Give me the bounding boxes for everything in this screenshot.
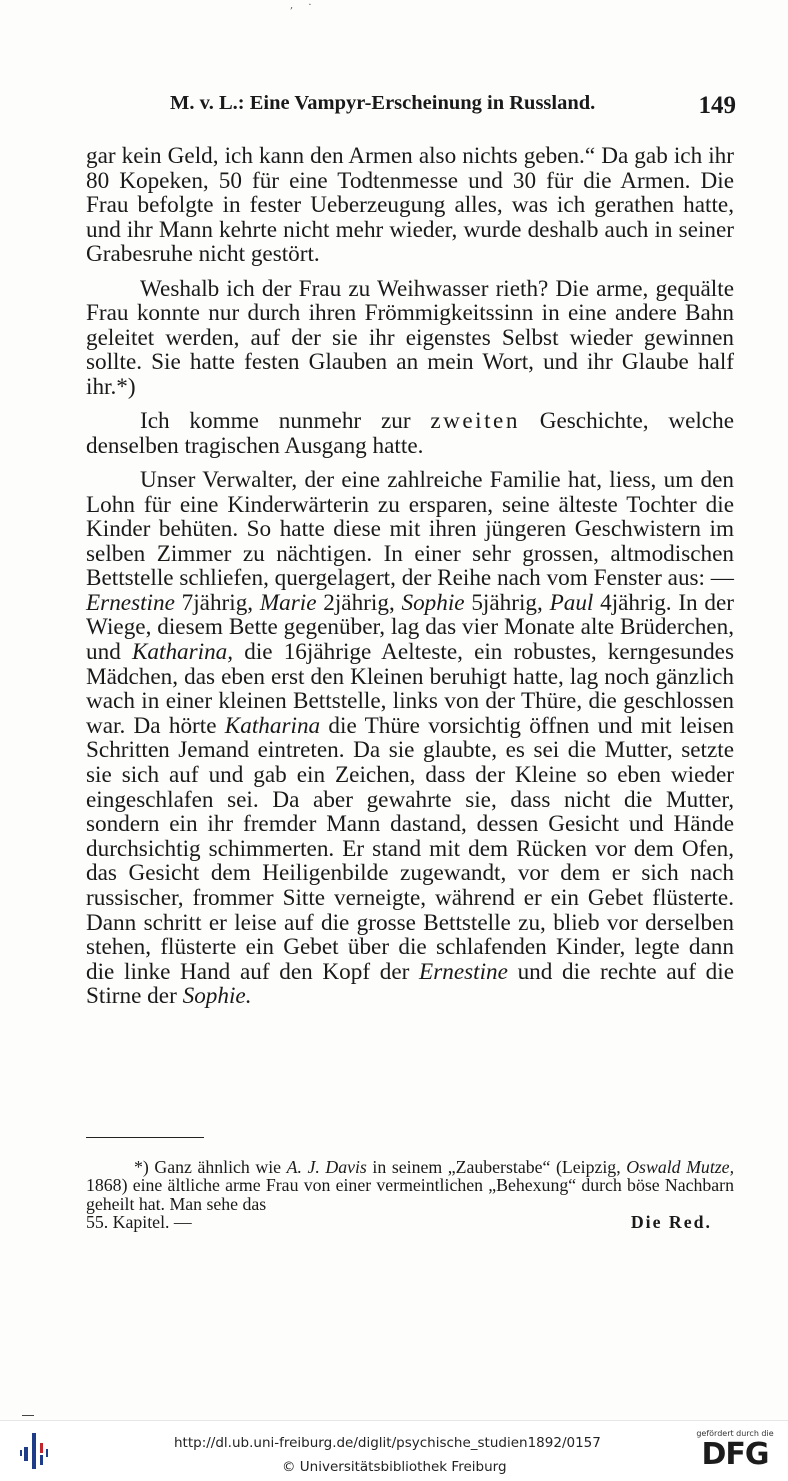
paragraph-4 bbox=[86, 468, 734, 1009]
dfg-logo-icon: DFG bbox=[701, 1437, 769, 1472]
text-run: 2jährig, bbox=[316, 589, 402, 616]
text-run: Ich komme nunmehr zur bbox=[140, 408, 431, 435]
paragraph-3 bbox=[86, 409, 734, 458]
running-title: M. v. L.: Eine Vampyr-Erscheinung in Russland. bbox=[170, 92, 596, 114]
text-run: 5jährig, bbox=[464, 589, 550, 616]
italic-name: Katharina, bbox=[131, 639, 234, 666]
paragraph-2 bbox=[86, 277, 734, 400]
italic-name: Sophie. bbox=[182, 983, 252, 1010]
italic-name: Paul bbox=[549, 589, 594, 616]
text-run: Weshalb ich der Frau zu Weihwasser rieth? Die arme, gequälte Frau konnte nur durch ihren Frömmigkeitssinn in eine andere Bahn geleitet werden, auf der sie ihr eigenstes Selbst wieder gewinnen sollte. Sie hatte festen Glauben an mein Wort, und ihr Glaube half ihr.*) bbox=[86, 275, 734, 400]
italic-name: A. J. Davis bbox=[286, 1157, 367, 1177]
italic-name: Ernestine bbox=[419, 958, 508, 985]
funding-note: gefördert durch die bbox=[696, 1429, 774, 1438]
text-run: 7jährig, bbox=[174, 589, 260, 616]
margin-mark bbox=[22, 1415, 34, 1416]
footnote bbox=[86, 1158, 734, 1232]
scan-edge-mark: , · bbox=[290, 0, 318, 11]
footnote-chapter-ref: 55. Kapitel. — bbox=[86, 1212, 192, 1233]
italic-name: Marie bbox=[259, 589, 317, 616]
text-run: die 16jährige Aelteste, ein robustes, kerngesundes Mädchen, das eben erst den Kleinen beruhigt hatte, lag noch gänzlich wach in einer kleinen Bettstelle, links von der Thüre, die geschlossen war. Da hörte bbox=[86, 639, 734, 739]
text-run: in seinem „Zauberstabe“ (Leipzig, bbox=[366, 1157, 627, 1177]
italic-name: Ernestine bbox=[86, 589, 175, 616]
text-run: Geschichte, welche denselben tragischen Ausgang hatte. bbox=[86, 408, 734, 459]
text-run: und die rechte auf die Stirne der bbox=[86, 958, 734, 1010]
italic-name: Sophie bbox=[401, 589, 465, 616]
text-run: 1868) eine ältliche arme Frau von einer vermeintlichen „Behexung“ durch böse Nachbarn geheilt hat. Man sehe das bbox=[86, 1175, 734, 1214]
paragraph-1 bbox=[86, 144, 734, 267]
footnote-last-line bbox=[86, 1213, 734, 1231]
library-logo-icon[interactable] bbox=[20, 1431, 50, 1471]
running-header bbox=[170, 92, 736, 122]
footnote-divider bbox=[86, 1137, 204, 1138]
funding-badge[interactable] bbox=[690, 1429, 780, 1477]
text-run: 4jährig. In der Wiege, diesem Bette gegenüber, lag das vier Monate alte Brüderchen, und bbox=[86, 589, 734, 666]
viewer-footer bbox=[0, 1420, 788, 1481]
italic-name: Katharina bbox=[224, 712, 321, 739]
main-text bbox=[86, 144, 734, 1009]
permalink-url[interactable]: http://dl.ub.uni-freiburg.de/diglit/psychische_studien1892/0157 bbox=[174, 1435, 601, 1451]
text-run: *) Ganz ähnlich wie bbox=[134, 1157, 287, 1177]
text-run: gar kein Geld, ich kann den Armen also nichts geben.“ Da gab ich ihr 80 Kopeken, 50 für eine Todtenmesse und 30 für die Armen. Die Frau befolgte in fester Ueberzeugung alles, was ich gerathen hatte, und ihr Mann kehrte nicht mehr wieder, wurde deshalb auch in seiner Grabesruhe nicht gestört. bbox=[86, 143, 734, 268]
copyright-notice: © Universitätsbibliothek Freiburg bbox=[282, 1459, 507, 1475]
text-run: Unser Verwalter, der eine zahlreiche Familie hat, liess, um den Lohn für eine Kinderwärterin zu ersparen, seine älteste Tochter die Kinder behüten. So hatte diese mit ihren jüngeren Geschwistern im selben Zimmer zu nächtigen. In einer sehr grossen, altmodischen Bettstelle schliefen, quergelagert, der Reihe nach vom Fenster aus: — bbox=[86, 466, 734, 592]
italic-name: Oswald Mutze, bbox=[626, 1157, 735, 1177]
emphasis-spaced: zweiten bbox=[430, 408, 520, 435]
text-run: die Thüre vorsichtig öffnen und mit leisen Schritten Jemand eintreten. Da sie glaubte, es sei die Mutter, setzte sie sich auf und gab ein Zeichen, dass der Kleine so eben wieder eingeschlafen sei. Da aber gewahrte sie, dass nicht die Mutter, sondern ein ihr fremder Mann dastand, dessen Gesicht und Hände durchsichtig schimmerten. Er stand mit dem Rücken vor dem Ofen, das Gesicht dem Heiligenbilde zugewandt, vor dem er sich nach russischer, frommer Sitte verneigte, während er ein Gebet flüsterte. Dann schritt er leise auf die grosse Bettstelle zu, blieb vor derselben stehen, flüsterte ein Gebet über die schlafenden Kinder, legte dann die linke Hand auf den Kopf der bbox=[86, 712, 734, 985]
footnote-text bbox=[86, 1158, 734, 1213]
page-number: 149 bbox=[698, 92, 736, 119]
editor-credit: Die Red. bbox=[630, 1212, 712, 1233]
